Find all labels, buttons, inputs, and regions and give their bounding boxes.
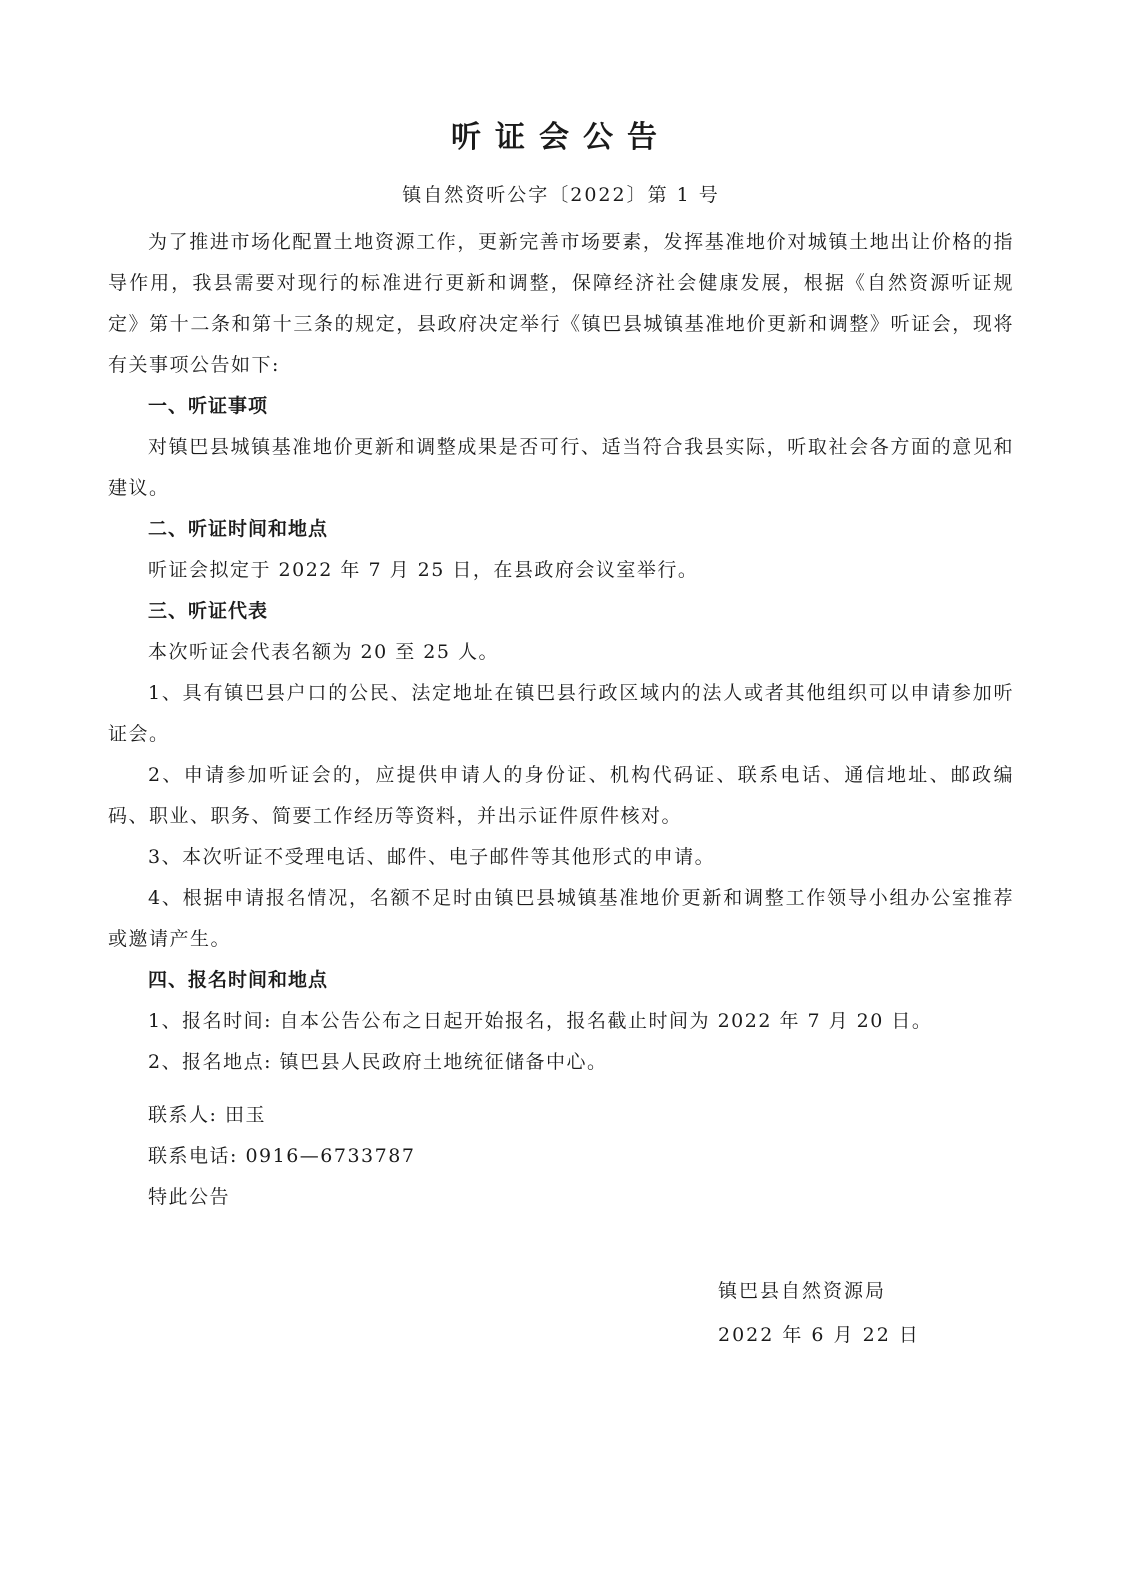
section-4-item-2: 2、报名地点: 镇巴县人民政府土地统征储备中心。 [148, 1051, 608, 1073]
section-3-item-4: 4、根据申请报名情况，名额不足时由镇巴县城镇基准地价更新和调整工作领导小组办公室推荐或邀请产生。 [108, 887, 1014, 950]
section-2-text: 听证会拟定于 2022 年 7 月 25 日，在县政府会议室举行。 [148, 559, 699, 581]
document-number: 镇自然资听公字〔2022〕第 1 号 [402, 184, 720, 206]
contact-person: 联系人: 田玉 [148, 1104, 266, 1126]
section-1-heading: 一、听证事项 [148, 395, 269, 417]
signature-block [718, 1269, 920, 1357]
signature-date: 2022 年 6 月 22 日 [718, 1324, 920, 1346]
signature-organization: 镇巴县自然资源局 [718, 1280, 887, 1302]
section-3-item-3: 3、本次听证不受理电话、邮件、电子邮件等其他形式的申请。 [148, 846, 716, 868]
section-3-heading: 三、听证代表 [148, 600, 269, 622]
intro-paragraph: 为了推进市场化配置土地资源工作，更新完善市场要素，发挥基准地价对城镇土地出让价格的指导作用，我县需要对现行的标准进行更新和调整，保障经济社会健康发展，根据《自然资源听证规定》第十二条和第十三条的规定，县政府决定举行《镇巴县城镇基准地价更新和调整》听证会，现将有关事项公告如下: [108, 231, 1014, 376]
document-title: 听证会公告 [451, 120, 671, 155]
section-3-item-1: 1、具有镇巴县户口的公民、法定地址在镇巴县行政区域内的法人或者其他组织可以申请参加听证会。 [108, 682, 1014, 745]
spacer [108, 1083, 1014, 1095]
section-2-heading: 二、听证时间和地点 [148, 518, 329, 540]
document-body [108, 222, 1014, 1218]
section-3-item-2: 2、申请参加听证会的，应提供申请人的身份证、机构代码证、联系电话、通信地址、邮政编码、职业、职务、简要工作经历等资料，并出示证件原件核对。 [108, 764, 1014, 827]
closing-line: 特此公告 [148, 1186, 231, 1208]
section-1-text: 对镇巴县城镇基准地价更新和调整成果是否可行、适当符合我县实际，听取社会各方面的意见和建议。 [108, 436, 1014, 499]
contact-phone: 联系电话: 0916—6733787 [148, 1145, 416, 1167]
section-3-text: 本次听证会代表名额为 20 至 25 人。 [148, 641, 500, 663]
section-4-item-1: 1、报名时间: 自本公告公布之日起开始报名，报名截止时间为 2022 年 7 月 20 日。 [148, 1010, 933, 1032]
section-4-heading: 四、报名时间和地点 [148, 969, 329, 991]
